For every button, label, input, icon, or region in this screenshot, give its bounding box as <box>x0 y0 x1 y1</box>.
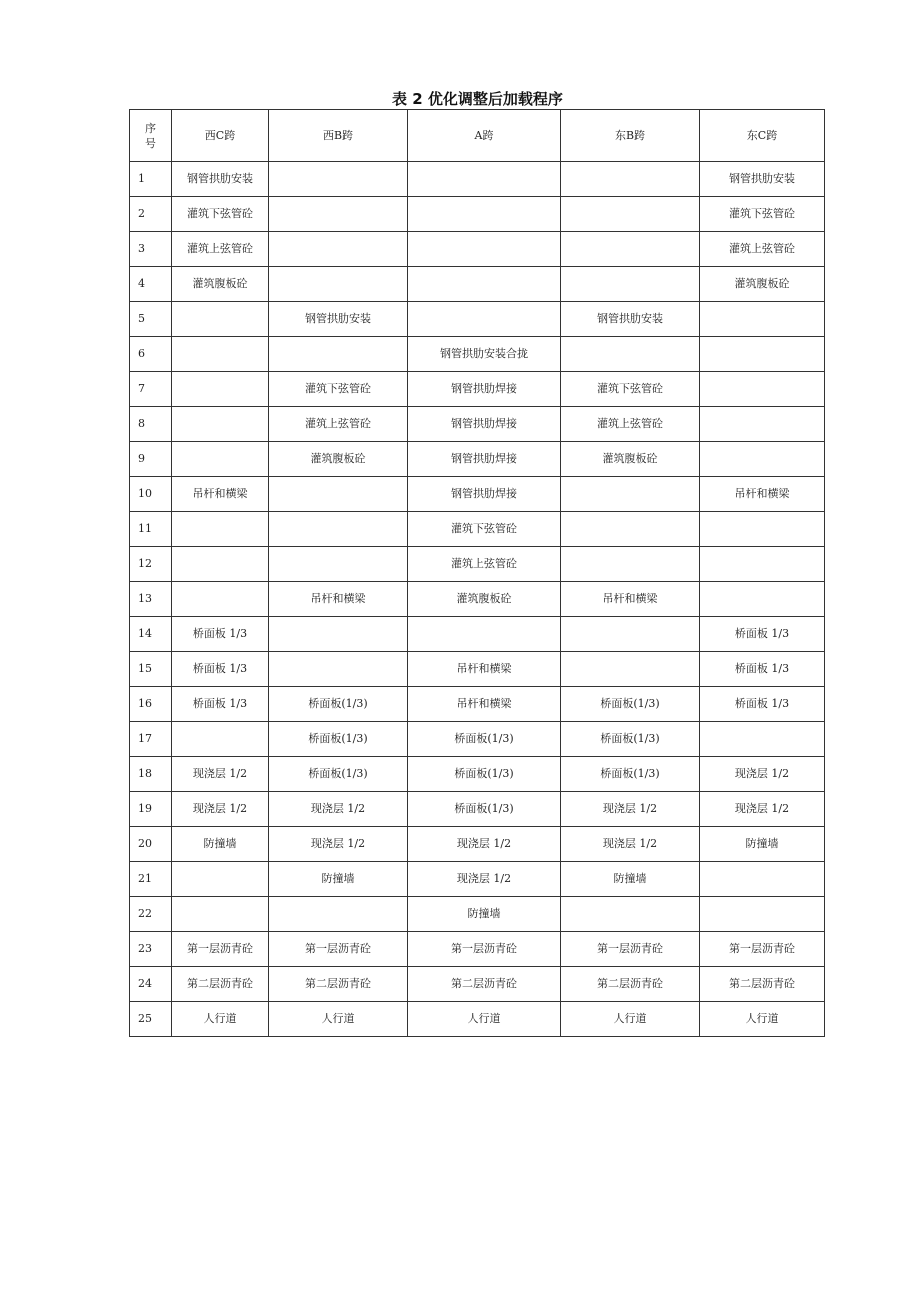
table-body <box>130 162 825 1037</box>
cell-west-c: 桥面板 1/3 <box>172 617 269 652</box>
cell-step-number: 9 <box>130 442 172 477</box>
cell-east-b <box>561 897 700 932</box>
cell-east-c: 现浇层 1/2 <box>700 757 825 792</box>
cell-a: 钢管拱肋焊接 <box>408 477 561 512</box>
cell-step-number: 14 <box>130 617 172 652</box>
cell-east-c: 灌筑上弦管砼 <box>700 232 825 267</box>
cell-west-c <box>172 512 269 547</box>
cell-east-b <box>561 477 700 512</box>
table-row <box>130 337 825 372</box>
cell-step-number: 21 <box>130 862 172 897</box>
cell-a: 吊杆和横梁 <box>408 687 561 722</box>
cell-west-b <box>269 267 408 302</box>
cell-east-b: 桥面板(1/3) <box>561 687 700 722</box>
cell-west-c: 桥面板 1/3 <box>172 652 269 687</box>
cell-west-b <box>269 197 408 232</box>
table-row <box>130 827 825 862</box>
cell-a: 钢管拱肋焊接 <box>408 407 561 442</box>
cell-step-number: 3 <box>130 232 172 267</box>
loading-sequence-table <box>129 109 825 1037</box>
table-row <box>130 372 825 407</box>
cell-east-b <box>561 197 700 232</box>
cell-west-c <box>172 547 269 582</box>
cell-a: 桥面板(1/3) <box>408 792 561 827</box>
cell-east-b: 人行道 <box>561 1002 700 1037</box>
cell-step-number: 7 <box>130 372 172 407</box>
cell-west-c <box>172 407 269 442</box>
table-row <box>130 512 825 547</box>
table-row <box>130 722 825 757</box>
cell-a: 灌筑下弦管砼 <box>408 512 561 547</box>
cell-a: 防撞墙 <box>408 897 561 932</box>
cell-east-b: 第一层沥青砼 <box>561 932 700 967</box>
cell-step-number: 5 <box>130 302 172 337</box>
cell-west-c: 第一层沥青砼 <box>172 932 269 967</box>
cell-east-b: 第二层沥青砼 <box>561 967 700 1002</box>
cell-west-c <box>172 372 269 407</box>
cell-step-number: 18 <box>130 757 172 792</box>
cell-east-b: 现浇层 1/2 <box>561 827 700 862</box>
cell-east-c: 吊杆和横梁 <box>700 477 825 512</box>
table-row <box>130 162 825 197</box>
column-header-a: A跨 <box>408 110 561 162</box>
cell-east-b: 桥面板(1/3) <box>561 757 700 792</box>
cell-west-c: 灌筑上弦管砼 <box>172 232 269 267</box>
cell-a: 灌筑上弦管砼 <box>408 547 561 582</box>
cell-a <box>408 617 561 652</box>
cell-a: 桥面板(1/3) <box>408 722 561 757</box>
cell-east-b: 现浇层 1/2 <box>561 792 700 827</box>
table-row <box>130 862 825 897</box>
cell-east-b: 灌筑下弦管砼 <box>561 372 700 407</box>
cell-east-c <box>700 547 825 582</box>
cell-step-number: 16 <box>130 687 172 722</box>
table-row <box>130 932 825 967</box>
cell-east-c: 现浇层 1/2 <box>700 792 825 827</box>
cell-west-c: 现浇层 1/2 <box>172 792 269 827</box>
cell-east-c <box>700 442 825 477</box>
cell-west-b: 桥面板(1/3) <box>269 722 408 757</box>
cell-step-number: 13 <box>130 582 172 617</box>
cell-east-c: 钢管拱肋安装 <box>700 162 825 197</box>
table-row <box>130 1002 825 1037</box>
cell-a <box>408 267 561 302</box>
cell-west-b: 人行道 <box>269 1002 408 1037</box>
cell-east-c <box>700 337 825 372</box>
cell-east-c <box>700 302 825 337</box>
cell-a: 钢管拱肋焊接 <box>408 442 561 477</box>
cell-west-c <box>172 862 269 897</box>
cell-east-b <box>561 512 700 547</box>
cell-east-c: 防撞墙 <box>700 827 825 862</box>
cell-east-c: 桥面板 1/3 <box>700 652 825 687</box>
cell-a <box>408 232 561 267</box>
cell-east-c <box>700 512 825 547</box>
header-row <box>130 110 825 162</box>
cell-east-c: 第一层沥青砼 <box>700 932 825 967</box>
cell-step-number: 17 <box>130 722 172 757</box>
cell-a <box>408 302 561 337</box>
cell-step-number: 1 <box>130 162 172 197</box>
table-row <box>130 302 825 337</box>
cell-step-number: 8 <box>130 407 172 442</box>
cell-step-number: 24 <box>130 967 172 1002</box>
table-row <box>130 897 825 932</box>
table-row <box>130 582 825 617</box>
cell-east-b: 吊杆和横梁 <box>561 582 700 617</box>
table-row <box>130 967 825 1002</box>
cell-east-b: 防撞墙 <box>561 862 700 897</box>
cell-step-number: 15 <box>130 652 172 687</box>
cell-east-c <box>700 722 825 757</box>
cell-east-b <box>561 617 700 652</box>
cell-a: 第一层沥青砼 <box>408 932 561 967</box>
cell-east-b: 桥面板(1/3) <box>561 722 700 757</box>
table-row <box>130 547 825 582</box>
cell-west-c <box>172 897 269 932</box>
table-row <box>130 442 825 477</box>
column-header-west-b: 西B跨 <box>269 110 408 162</box>
cell-east-c: 人行道 <box>700 1002 825 1037</box>
cell-east-b <box>561 652 700 687</box>
cell-west-b <box>269 477 408 512</box>
cell-east-b: 钢管拱肋安装 <box>561 302 700 337</box>
cell-east-c: 桥面板 1/3 <box>700 687 825 722</box>
cell-a: 现浇层 1/2 <box>408 862 561 897</box>
cell-step-number: 2 <box>130 197 172 232</box>
cell-east-b: 灌筑上弦管砼 <box>561 407 700 442</box>
cell-step-number: 25 <box>130 1002 172 1037</box>
cell-west-b: 桥面板(1/3) <box>269 757 408 792</box>
table-row <box>130 267 825 302</box>
table-row <box>130 197 825 232</box>
cell-west-b: 现浇层 1/2 <box>269 792 408 827</box>
cell-west-b: 第一层沥青砼 <box>269 932 408 967</box>
cell-west-c: 现浇层 1/2 <box>172 757 269 792</box>
cell-step-number: 19 <box>130 792 172 827</box>
cell-west-c: 桥面板 1/3 <box>172 687 269 722</box>
cell-west-c: 防撞墙 <box>172 827 269 862</box>
cell-east-c: 灌筑下弦管砼 <box>700 197 825 232</box>
cell-west-c: 吊杆和横梁 <box>172 477 269 512</box>
cell-a <box>408 162 561 197</box>
cell-east-c: 灌筑腹板砼 <box>700 267 825 302</box>
cell-west-c: 第二层沥青砼 <box>172 967 269 1002</box>
cell-east-b <box>561 547 700 582</box>
cell-west-b <box>269 617 408 652</box>
cell-a: 桥面板(1/3) <box>408 757 561 792</box>
cell-west-c <box>172 722 269 757</box>
cell-a: 吊杆和横梁 <box>408 652 561 687</box>
cell-west-b <box>269 162 408 197</box>
cell-east-b <box>561 267 700 302</box>
cell-step-number: 22 <box>130 897 172 932</box>
cell-step-number: 12 <box>130 547 172 582</box>
cell-a: 现浇层 1/2 <box>408 827 561 862</box>
cell-east-c <box>700 897 825 932</box>
column-header-index: 序号 <box>130 110 172 162</box>
cell-a: 钢管拱肋焊接 <box>408 372 561 407</box>
cell-west-c: 灌筑下弦管砼 <box>172 197 269 232</box>
cell-west-b: 灌筑上弦管砼 <box>269 407 408 442</box>
cell-west-c: 灌筑腹板砼 <box>172 267 269 302</box>
cell-east-b <box>561 162 700 197</box>
cell-a: 灌筑腹板砼 <box>408 582 561 617</box>
column-header-west-c: 西C跨 <box>172 110 269 162</box>
cell-west-c <box>172 582 269 617</box>
cell-step-number: 10 <box>130 477 172 512</box>
cell-west-b <box>269 512 408 547</box>
table-row <box>130 792 825 827</box>
cell-step-number: 6 <box>130 337 172 372</box>
cell-east-c <box>700 582 825 617</box>
cell-step-number: 4 <box>130 267 172 302</box>
cell-a: 钢管拱肋安装合拢 <box>408 337 561 372</box>
cell-east-c: 第二层沥青砼 <box>700 967 825 1002</box>
table-row <box>130 652 825 687</box>
table-row <box>130 407 825 442</box>
cell-west-b: 第二层沥青砼 <box>269 967 408 1002</box>
column-header-east-c: 东C跨 <box>700 110 825 162</box>
cell-east-b <box>561 337 700 372</box>
cell-east-c <box>700 372 825 407</box>
cell-a: 第二层沥青砼 <box>408 967 561 1002</box>
cell-west-b <box>269 337 408 372</box>
cell-west-c <box>172 442 269 477</box>
cell-west-c <box>172 302 269 337</box>
table-row <box>130 757 825 792</box>
cell-east-b <box>561 232 700 267</box>
table-row <box>130 687 825 722</box>
cell-west-b: 桥面板(1/3) <box>269 687 408 722</box>
cell-step-number: 11 <box>130 512 172 547</box>
cell-a <box>408 197 561 232</box>
cell-west-b: 防撞墙 <box>269 862 408 897</box>
cell-west-c <box>172 337 269 372</box>
cell-east-c: 桥面板 1/3 <box>700 617 825 652</box>
cell-west-b: 灌筑下弦管砼 <box>269 372 408 407</box>
cell-east-c <box>700 862 825 897</box>
cell-step-number: 23 <box>130 932 172 967</box>
cell-west-b: 灌筑腹板砼 <box>269 442 408 477</box>
cell-west-b: 钢管拱肋安装 <box>269 302 408 337</box>
cell-west-b <box>269 547 408 582</box>
cell-west-b: 吊杆和横梁 <box>269 582 408 617</box>
cell-east-b: 灌筑腹板砼 <box>561 442 700 477</box>
cell-west-b: 现浇层 1/2 <box>269 827 408 862</box>
cell-west-c: 钢管拱肋安装 <box>172 162 269 197</box>
table-row <box>130 617 825 652</box>
table-title: 表 2 优化调整后加载程序 <box>392 90 563 108</box>
column-header-east-b: 东B跨 <box>561 110 700 162</box>
cell-west-b <box>269 652 408 687</box>
table-row <box>130 232 825 267</box>
table-row <box>130 477 825 512</box>
cell-west-c: 人行道 <box>172 1002 269 1037</box>
cell-a: 人行道 <box>408 1002 561 1037</box>
cell-east-c <box>700 407 825 442</box>
cell-west-b <box>269 232 408 267</box>
cell-step-number: 20 <box>130 827 172 862</box>
cell-west-b <box>269 897 408 932</box>
